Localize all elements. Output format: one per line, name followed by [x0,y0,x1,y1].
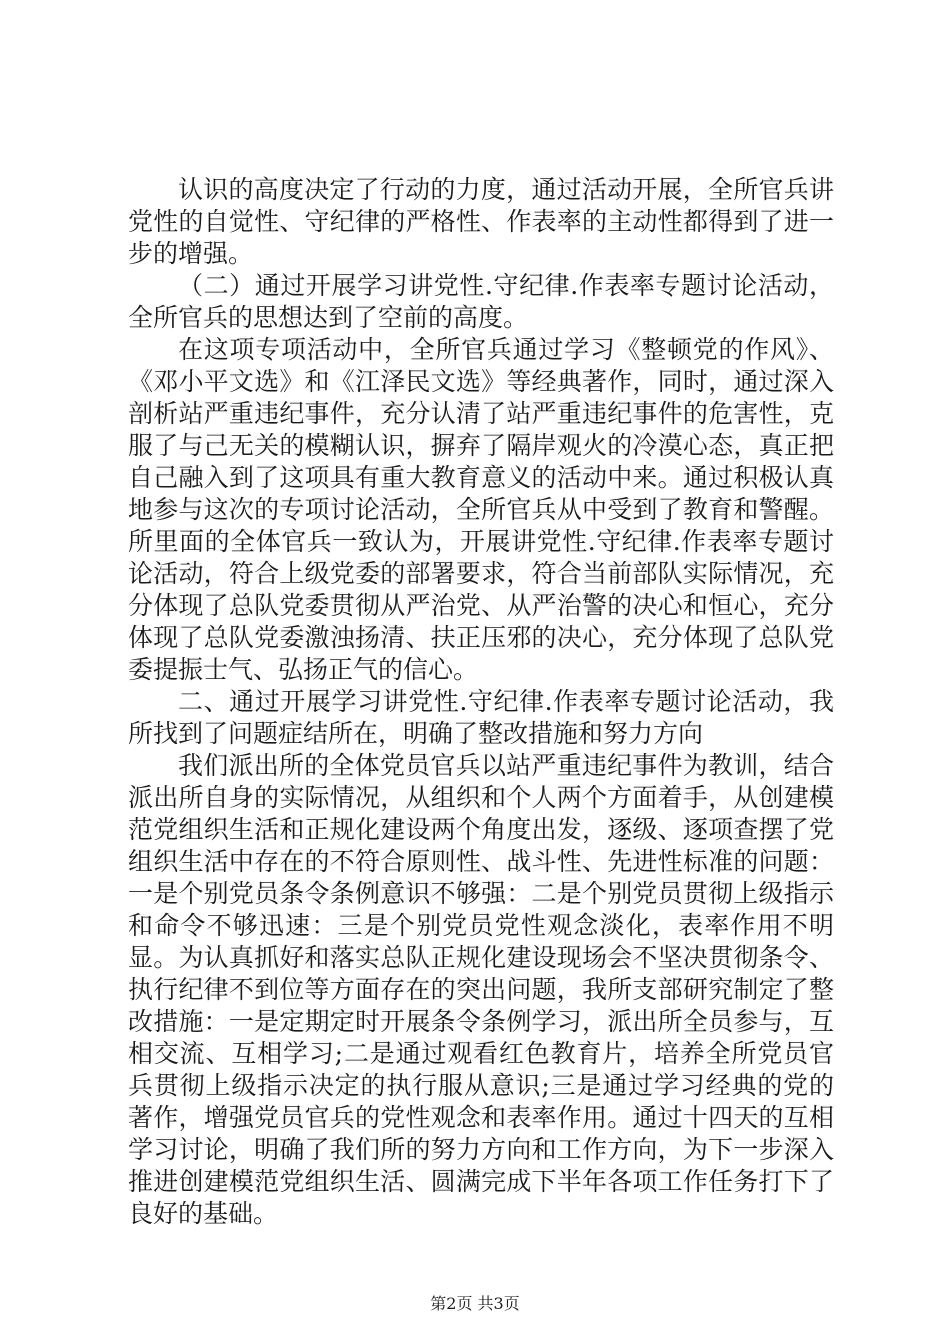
document-body [128,174,834,1230]
page-footer: 第2页 共3页 [430,1294,520,1313]
paragraph-5: 我们派出所的全体党员官兵以站严重违纪事件为教训，结合派出所自身的实际情况，从组织和个人两个方面着手，从创建模范党组织生活和正规化建设两个角度出发，逐级、逐项查摆了党组织生活中存在的不符合原则性、战斗性、先进性标准的问题：一是个别党员条令条例意识不够强：二是个别党员贯彻上级指示和命令不够迅速：三是个别党员党性观念淡化，表率作用不明显。为认真抓好和落实总队正规化建设现场会不坚决贯彻条令、执行纪律不到位等方面存在的突出问题，我所支部研究制定了整改措施：一是定期定时开展条令条例学习，派出所全员参与，互相交流、互相学习;二是通过观看红色教育片，培养全所党员官兵贯彻上级指示决定的执行服从意识;三是通过学习经典的党的著作，增强党员官兵的党性观念和表率作用。通过十四天的互相学习讨论，明确了我们所的努力方向和工作方向，为下一步深入推进创建模范党组织生活、圆满完成下半年各项工作任务打下了良好的基础。 [128,751,834,1228]
paragraph-2-heading: （二）通过开展学习讲党性.守纪律.作表率专题讨论活动，全所官兵的思想达到了空前的高度。 [128,271,834,332]
paragraph-1: 认识的高度决定了行动的力度，通过活动开展，全所官兵讲党性的自觉性、守纪律的严格性、作表率的主动性都得到了进一步的增强。 [128,175,834,268]
paragraph-4-heading: 二、通过开展学习讲党性.守纪律.作表率专题讨论活动，我所找到了问题症结所在，明确了整改措施和努力方向 [128,687,834,748]
paragraph-3: 在这项专项活动中，全所官兵通过学习《整顿党的作风》、《邓小平文选》和《江泽民文选》等经典著作，同时，通过深入剖析站严重违纪事件，充分认清了站严重违纪事件的危害性，克服了与己无关的模糊认识，摒弃了隔岸观火的冷漠心态，真正把自己融入到了这项具有重大教育意义的活动中来。通过积极认真地参与这次的专项讨论活动，全所官兵从中受到了教育和警醒。所里面的全体官兵一致认为，开展讲党性.守纪律.作表率专题讨论活动，符合上级党委的部署要求，符合当前部队实际情况，充分体现了总队党委贯彻从严治党、从严治警的决心和恒心，充分体现了总队党委激浊扬清、扶正压邪的决心，充分体现了总队党委提振士气、弘扬正气的信心。 [128,335,834,684]
